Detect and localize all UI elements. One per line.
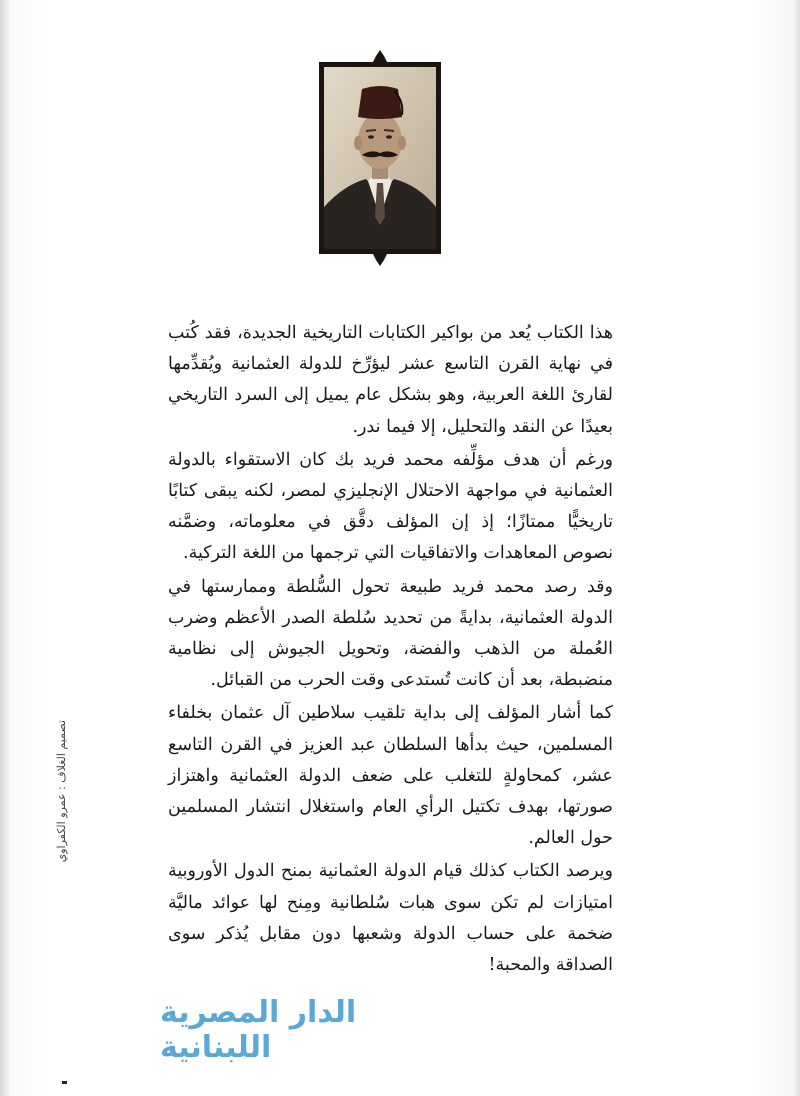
blurb-paragraph-5: ويرصد الكتاب كذلك قيام الدولة العثمانية بمنح الدول الأوروبية امتيازات لم تكن سوى هبات سُلطانية ومِنح لها عوائد ماليَّة ضخمة على حساب الدولة وشعبها دون مقابل يُذكر سوى الصداقة والمحبة! <box>168 861 613 976</box>
man-with-fez-icon <box>324 67 436 249</box>
blurb-paragraph-3: وقد رصد محمد فريد طبيعة تحول السُّلطة وممارستها في الدولة العثمانية، بدايةً من تحديد سُلطة الصدر الأعظم وضرب العُملة من الذهب والفضة، وتحويل الجيوش إلى نظامية منضبطة، بعد أن كانت تُستدعى وقت الحرب من القبائل. <box>168 576 613 691</box>
blurb-paragraph-4: كما أشار المؤلف إلى بداية تلقيب سلاطين آل عثمان بخلفاء المسلمين، حيث بدأها السلطان عبد العزيز في القرن التاسع عشر، كمحاولةٍ للتغلب على ضعف الدولة العثمانية واهتزاز صورتها، بهدف تكتيل الرأي العام واستغلال انتشار المسلمين حول العالم. <box>168 703 613 849</box>
blurb-paragraph-2: ورغم أن هدف مؤلِّفه محمد فريد بك كان الاستقواء بالدولة العثمانية في مواجهة الاحتلال الإنجليزي لمصر، لكنه يبقى كتابًا تاريخيًّا ممتازًا؛ إذ إن المؤلف دقَّق في معلوماته، وضمَّنه نصوص المعاهدات والاتفاقيات التي ترجمها من اللغة التركية. <box>168 449 613 564</box>
blurb-text <box>168 318 613 983</box>
page-edge-left <box>0 0 10 1096</box>
cover-design-credit: تصميم الغلاف : عمرو الكفراوي <box>55 720 68 863</box>
page-edge-right <box>792 0 800 1096</box>
publisher-logo: الدار المصرية اللبنانية <box>160 995 357 1065</box>
print-mark <box>62 1081 67 1084</box>
portrait-frame <box>319 62 441 254</box>
blurb-paragraph-1: هذا الكتاب يُعد من بواكير الكتابات التاريخية الجديدة، فقد كُتب في نهاية القرن التاسع عشر ليؤرِّخ للدولة العثمانية ويُقدِّمها لقارئ اللغة العربية، وهو بشكل عام يميل إلى السرد التاريخي بعيدًا عن النقد والتحليل، إلا فيما ندر. <box>168 323 613 437</box>
portrait-photo <box>324 67 436 249</box>
frame-ornament-bottom-icon <box>372 252 388 266</box>
author-portrait <box>310 50 450 266</box>
